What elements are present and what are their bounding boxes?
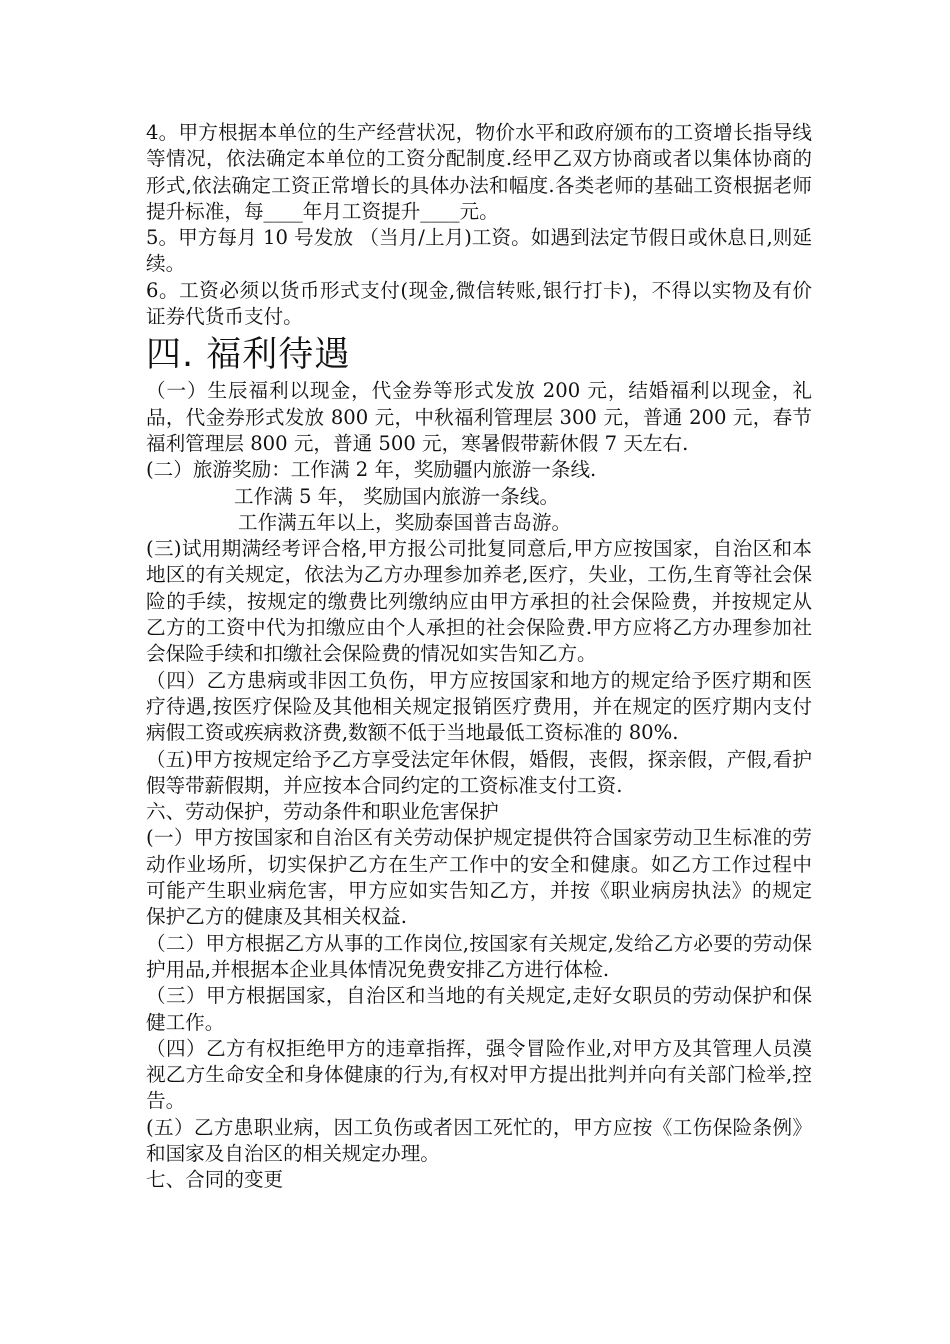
paragraph-pay-day: 5。甲方每月 10 号发放 （当月/上月)工资。如遇到法定节假日或休息日,则延续。 (146, 226, 812, 276)
paragraph-labor-protection-3: （三）甲方根据国家，自治区和当地的有关规定,走好女职员的劳动保护和保健工作。 (146, 984, 812, 1034)
paragraph-wage-increase: 4。甲方根据本单位的生产经营状况，物价水平和政府颁布的工资增长指导线等情况，依法确定本单位的工资分配制度.经甲乙双方协商或者以集体协商的形式,依法确定工资正常增长的具体办法和幅度.各类老师的基础工资根据老师提升标准，每____年月工资提升____元。 (146, 121, 812, 223)
paragraph-labor-protection-2: （二）甲方根据乙方从事的工作岗位,按国家有关规定,发给乙方必要的劳动保护用品,并根据本企业具体情况免费安排乙方进行体检. (146, 931, 812, 981)
paragraph-labor-protection-5: (五）乙方患职业病，因工负伤或者因工死忙的，甲方应按《工伤保险条例》和国家及自治区的相关规定办理。 (146, 1115, 812, 1165)
paragraph-medical-leave: （四）乙方患病或非因工负伤，甲方应按国家和地方的规定给予医疗期和医疗待遇,按医疗保险及其他相关规定报销医疗费用，并在规定的医疗期内支付病假工资或疾病救济费,数额不低于当地最低工资标准的 80%. (146, 668, 812, 745)
paragraph-pay-method: 6。工资必须以货币形式支付(现金,微信转账,银行打卡)，不得以实物及有价证券代货币支付。 (146, 278, 812, 329)
paragraph-travel-reward: (二）旅游奖励：工作满 2 年，奖励疆内旅游一条线. (146, 458, 597, 482)
document-page (146, 120, 812, 1194)
paragraph-labor-protection-1: (一）甲方按国家和自治区有关劳动保护规定提供符合国家劳动卫生标准的劳动作业场所，切实保护乙方在生产工作中的安全和健康。如乙方工作过程中可能产生职业病危害，甲方应如实告知乙方，并按《职业病房执法》的规定保护乙方的健康及其相关权益. (146, 826, 812, 929)
paragraph-travel-reward-over-5y: 工作满五年以上，奖励泰国普吉岛游。 (238, 510, 572, 534)
paragraph-paid-leave: （五)甲方按规定给予乙方享受法定年休假，婚假，丧假，探亲假，产假,看护假等带薪假期，并应按本合同约定的工资标准支付工资. (146, 747, 812, 797)
section-heading-welfare: 四. 福利待遇 (146, 335, 351, 376)
section-title-contract-change: 七、合同的变更 (146, 1168, 284, 1192)
paragraph-labor-protection-4: （四）乙方有权拒绝甲方的违章指挥，强令冒险作业,对甲方及其管理人员漠视乙方生命安全和身体健康的行为,有权对甲方提出批判并向有关部门检举,控告。 (146, 1036, 812, 1113)
paragraph-travel-reward-5y: 工作满 5 年， 奖励国内旅游一条线。 (234, 484, 560, 508)
section-title-labor-protection: 六、劳动保护，劳动条件和职业危害保护 (146, 800, 499, 824)
paragraph-welfare-1: （一）生辰福利以现金，代金券等形式发放 200 元，结婚福利以现金，礼品，代金券形式发放 800 元，中秋福利管理层 300 元，普通 200 元，春节福利管理层 800 元，普通 500 元，寒暑假带薪休假 7 天左右. (146, 379, 812, 455)
paragraph-social-insurance: (三)试用期满经考评合格,甲方报公司批复同意后,甲方应按国家，自治区和本地区的有关规定，依法为乙方办理参加养老,医疗，失业，工伤,生育等社会保险的手续，按规定的缴费比列缴纳应由甲方承担的社会保险费，并按规定从乙方的工资中代为扣缴应由个人承担的社会保险费.甲方应将乙方办理参加社会保险手续和扣缴社会保险费的情况如实告知乙方。 (146, 537, 812, 666)
